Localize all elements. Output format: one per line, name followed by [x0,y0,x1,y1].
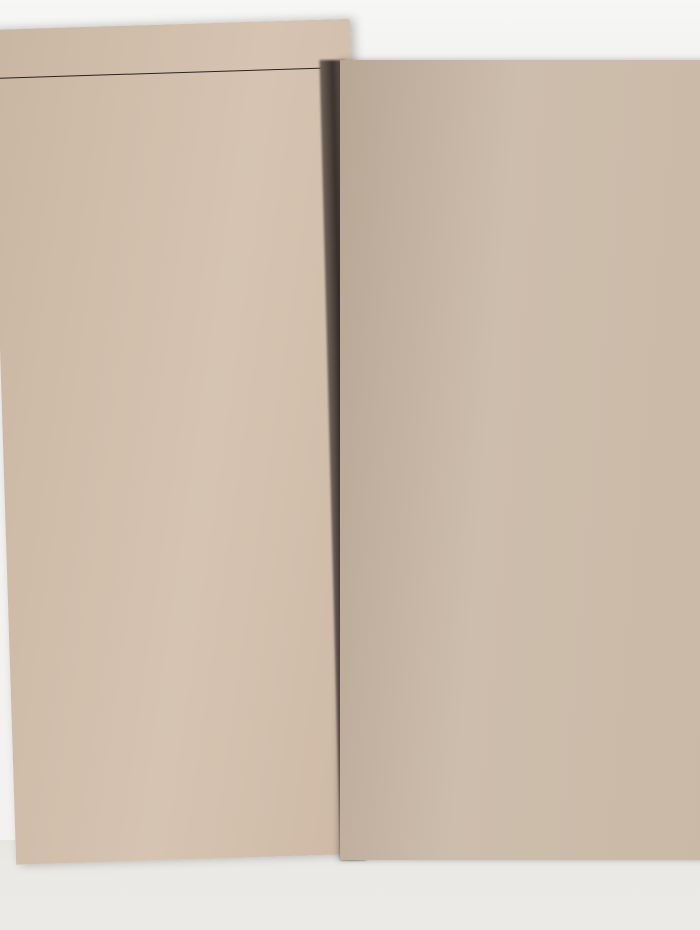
left-page-toc [0,19,376,865]
toc-content [0,59,334,81]
preface-text [356,271,700,275]
section-rule [0,67,334,79]
bottom-shadow [0,860,700,930]
right-page-preface [340,60,700,860]
